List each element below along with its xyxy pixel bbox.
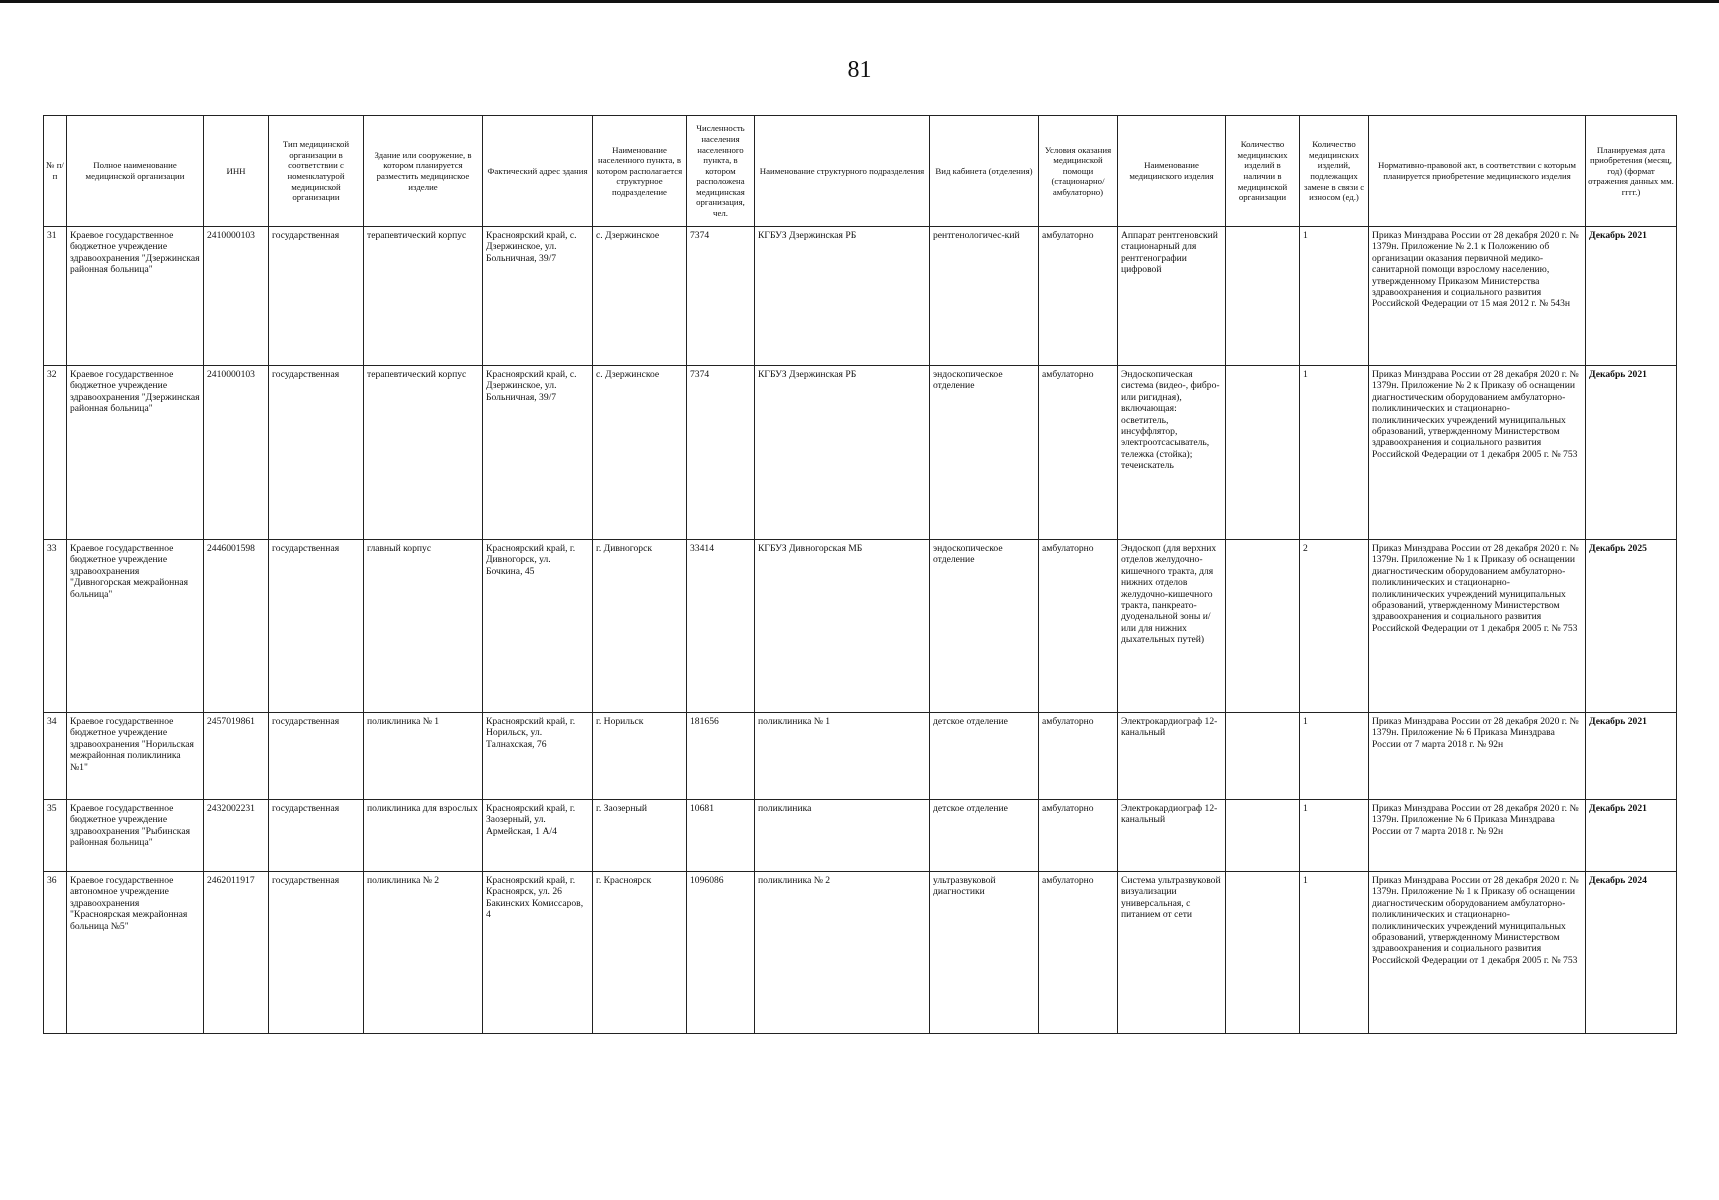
population: 7374 bbox=[687, 227, 755, 366]
replace-count: 2 bbox=[1300, 540, 1369, 713]
planned-date: Декабрь 2021 bbox=[1586, 713, 1677, 800]
org-type: государственная bbox=[269, 872, 364, 1034]
cabinet-type: рентгенологичес-кий bbox=[930, 227, 1039, 366]
column-header: Вид кабинета (отделения) bbox=[930, 116, 1039, 227]
row-number: 31 bbox=[44, 227, 67, 366]
building: главный корпус bbox=[364, 540, 483, 713]
table-row bbox=[44, 872, 1677, 1034]
table-row bbox=[44, 227, 1677, 366]
org-name: Краевое государственное бюджетное учреждение здравоохранения "Рыбинская районная больница" bbox=[67, 800, 204, 872]
replace-count: 1 bbox=[1300, 227, 1369, 366]
table-row bbox=[44, 800, 1677, 872]
planned-date: Декабрь 2021 bbox=[1586, 800, 1677, 872]
inn: 2410000103 bbox=[204, 227, 269, 366]
settlement: г. Дивногорск bbox=[593, 540, 687, 713]
address: Красноярский край, с. Дзержинское, ул. Больничная, 39/7 bbox=[483, 227, 593, 366]
cabinet-type: детское отделение bbox=[930, 800, 1039, 872]
building: поликлиника № 1 bbox=[364, 713, 483, 800]
legal-act: Приказ Минздрава России от 28 декабря 2020 г. № 1379н. Приложение № 6 Приказа Минздрава России от 7 марта 2018 г. № 92н bbox=[1369, 713, 1586, 800]
legal-act: Приказ Минздрава России от 28 декабря 2020 г. № 1379н. Приложение № 2.1 к Положению об организации оказания первичной медико-санитарной помощи взрослому населению, утвержденному Приказом Министерства здравоохранения и социального развития Российской Федерации от 15 мая 2012 г. № 543н bbox=[1369, 227, 1586, 366]
column-header: Планируемая дата приобретения (месяц, год) (формат отражения данных мм. гггг.) bbox=[1586, 116, 1677, 227]
row-number: 32 bbox=[44, 366, 67, 540]
available-count bbox=[1226, 800, 1300, 872]
cabinet-type: детское отделение bbox=[930, 713, 1039, 800]
medical-equipment-table bbox=[43, 115, 1677, 1034]
legal-act: Приказ Минздрава России от 28 декабря 2020 г. № 1379н. Приложение № 1 к Приказу об оснащении диагностическим оборудованием амбулаторно-поликлинических и стационарно-поликлинических учреждений муниципальных образований, утвержденному Министерством здравоохранения и социального развития Российской Федерации от 1 декабря 2005 г. № 753 bbox=[1369, 540, 1586, 713]
device-name: Эндоскопическая система (видео-, фибро- или ригидная), включающая: осветитель, инсуффлятор, электроотсасыватель, тележка (стойка); течеискатель bbox=[1118, 366, 1226, 540]
address: Красноярский край, г. Дивногорск, ул. Бочкина, 45 bbox=[483, 540, 593, 713]
planned-date: Декабрь 2021 bbox=[1586, 227, 1677, 366]
row-number: 35 bbox=[44, 800, 67, 872]
structural-unit: поликлиника bbox=[755, 800, 930, 872]
table-row bbox=[44, 713, 1677, 800]
settlement: г. Норильск bbox=[593, 713, 687, 800]
population: 7374 bbox=[687, 366, 755, 540]
device-name: Система ультразвуковой визуализации универсальная, с питанием от сети bbox=[1118, 872, 1226, 1034]
column-header: Наименование структурного подразделения bbox=[755, 116, 930, 227]
org-type: государственная bbox=[269, 540, 364, 713]
org-type: государственная bbox=[269, 713, 364, 800]
column-header: Численность населения населенного пункта, в котором расположена медицинская организация, чел. bbox=[687, 116, 755, 227]
available-count bbox=[1226, 366, 1300, 540]
column-header: Здание или сооружение, в котором планируется разместить медицинское изделие bbox=[364, 116, 483, 227]
column-header: Наименование медицинского изделия bbox=[1118, 116, 1226, 227]
inn: 2446001598 bbox=[204, 540, 269, 713]
device-name: Электрокардиограф 12-канальный bbox=[1118, 713, 1226, 800]
population: 10681 bbox=[687, 800, 755, 872]
available-count bbox=[1226, 540, 1300, 713]
org-type: государственная bbox=[269, 800, 364, 872]
address: Красноярский край, г. Заозерный, ул. Армейская, 1 А/4 bbox=[483, 800, 593, 872]
structural-unit: КГБУЗ Дивногорская МБ bbox=[755, 540, 930, 713]
care-conditions: амбулаторно bbox=[1039, 872, 1118, 1034]
building: терапевтический корпус bbox=[364, 227, 483, 366]
settlement: с. Дзержинское bbox=[593, 366, 687, 540]
column-header: Нормативно-правовой акт, в соответствии с которым планируется приобретение медицинского изделия bbox=[1369, 116, 1586, 227]
org-type: государственная bbox=[269, 227, 364, 366]
column-header: № п/п bbox=[44, 116, 67, 227]
settlement: г. Заозерный bbox=[593, 800, 687, 872]
column-header: ИНН bbox=[204, 116, 269, 227]
row-number: 36 bbox=[44, 872, 67, 1034]
org-name: Краевое государственное бюджетное учреждение здравоохранения "Дзержинская районная больница" bbox=[67, 366, 204, 540]
column-header: Условия оказания медицинской помощи (стационарно/ амбулаторно) bbox=[1039, 116, 1118, 227]
org-name: Краевое государственное бюджетное учреждение здравоохранения "Дзержинская районная больница" bbox=[67, 227, 204, 366]
population: 33414 bbox=[687, 540, 755, 713]
table-row bbox=[44, 366, 1677, 540]
legal-act: Приказ Минздрава России от 28 декабря 2020 г. № 1379н. Приложение № 1 к Приказу об оснащении диагностическим оборудованием амбулаторно-поликлинических и стационарно-поликлинических учреждений муниципальных образований, утвержденному Министерством здравоохранения и социального развития Российской Федерации от 1 декабря 2005 г. № 753 bbox=[1369, 872, 1586, 1034]
inn: 2432002231 bbox=[204, 800, 269, 872]
replace-count: 1 bbox=[1300, 872, 1369, 1034]
legal-act: Приказ Минздрава России от 28 декабря 2020 г. № 1379н. Приложение № 6 Приказа Минздрава России от 7 марта 2018 г. № 92н bbox=[1369, 800, 1586, 872]
address: Красноярский край, с. Дзержинское, ул. Больничная, 39/7 bbox=[483, 366, 593, 540]
structural-unit: КГБУЗ Дзержинская РБ bbox=[755, 227, 930, 366]
care-conditions: амбулаторно bbox=[1039, 800, 1118, 872]
device-name: Электрокардиограф 12-канальный bbox=[1118, 800, 1226, 872]
table-row bbox=[44, 540, 1677, 713]
table-header-row bbox=[44, 116, 1677, 227]
device-name: Эндоскоп (для верхних отделов желудочно-кишечного тракта, для нижних отделов желудочно-кишечного тракта, панкреато-дуоденальной зоны и/или для нижних дыхательных путей) bbox=[1118, 540, 1226, 713]
population: 181656 bbox=[687, 713, 755, 800]
replace-count: 1 bbox=[1300, 366, 1369, 540]
settlement: с. Дзержинское bbox=[593, 227, 687, 366]
org-name: Краевое государственное бюджетное учреждение здравоохранения "Норильская межрайонная поликлиника №1" bbox=[67, 713, 204, 800]
care-conditions: амбулаторно bbox=[1039, 713, 1118, 800]
column-header: Наименование населенного пункта, в котором располагается структурное подразделение bbox=[593, 116, 687, 227]
device-name: Аппарат рентгеновский стационарный для рентгенографии цифровой bbox=[1118, 227, 1226, 366]
inn: 2410000103 bbox=[204, 366, 269, 540]
structural-unit: КГБУЗ Дзержинская РБ bbox=[755, 366, 930, 540]
org-name: Краевое государственное бюджетное учреждение здравоохранения "Дивногорская межрайонная больница" bbox=[67, 540, 204, 713]
cabinet-type: эндоскопическое отделение bbox=[930, 540, 1039, 713]
settlement: г. Красноярск bbox=[593, 872, 687, 1034]
building: поликлиника № 2 bbox=[364, 872, 483, 1034]
planned-date: Декабрь 2024 bbox=[1586, 872, 1677, 1034]
building: поликлиника для взрослых bbox=[364, 800, 483, 872]
column-header: Тип медицинской организации в соответствии с номенклатурой медицинской организации bbox=[269, 116, 364, 227]
available-count bbox=[1226, 872, 1300, 1034]
address: Красноярский край, г. Норильск, ул. Талнахская, 76 bbox=[483, 713, 593, 800]
page-number: 81 bbox=[847, 57, 872, 83]
care-conditions: амбулаторно bbox=[1039, 366, 1118, 540]
replace-count: 1 bbox=[1300, 800, 1369, 872]
population: 1096086 bbox=[687, 872, 755, 1034]
planned-date: Декабрь 2025 bbox=[1586, 540, 1677, 713]
structural-unit: поликлиника № 1 bbox=[755, 713, 930, 800]
care-conditions: амбулаторно bbox=[1039, 540, 1118, 713]
column-header: Полное наименование медицинской организации bbox=[67, 116, 204, 227]
cabinet-type: эндоскопическое отделение bbox=[930, 366, 1039, 540]
available-count bbox=[1226, 227, 1300, 366]
top-border-line bbox=[0, 0, 1719, 3]
column-header: Количество медицинских изделий, подлежащих замене в связи с износом (ед.) bbox=[1300, 116, 1369, 227]
care-conditions: амбулаторно bbox=[1039, 227, 1118, 366]
cabinet-type: ультразвуковой диагностики bbox=[930, 872, 1039, 1034]
org-type: государственная bbox=[269, 366, 364, 540]
inn: 2457019861 bbox=[204, 713, 269, 800]
available-count bbox=[1226, 713, 1300, 800]
planned-date: Декабрь 2021 bbox=[1586, 366, 1677, 540]
structural-unit: поликлиника № 2 bbox=[755, 872, 930, 1034]
row-number: 33 bbox=[44, 540, 67, 713]
address: Красноярский край, г. Красноярск, ул. 26 Бакинских Комиссаров, 4 bbox=[483, 872, 593, 1034]
legal-act: Приказ Минздрава России от 28 декабря 2020 г. № 1379н. Приложение № 2 к Приказу об оснащении диагностическим оборудованием амбулаторно-поликлинических и стационарно-поликлинических учреждений муниципальных образований, утвержденному Министерством здравоохранения и социального развития Российской Федерации от 1 декабря 2005 г. № 753 bbox=[1369, 366, 1586, 540]
row-number: 34 bbox=[44, 713, 67, 800]
column-header: Количество медицинских изделий в наличии в медицинской организации bbox=[1226, 116, 1300, 227]
replace-count: 1 bbox=[1300, 713, 1369, 800]
inn: 2462011917 bbox=[204, 872, 269, 1034]
org-name: Краевое государственное автономное учреждение здравоохранения "Красноярская межрайонная больница №5" bbox=[67, 872, 204, 1034]
building: терапевтический корпус bbox=[364, 366, 483, 540]
column-header: Фактический адрес здания bbox=[483, 116, 593, 227]
